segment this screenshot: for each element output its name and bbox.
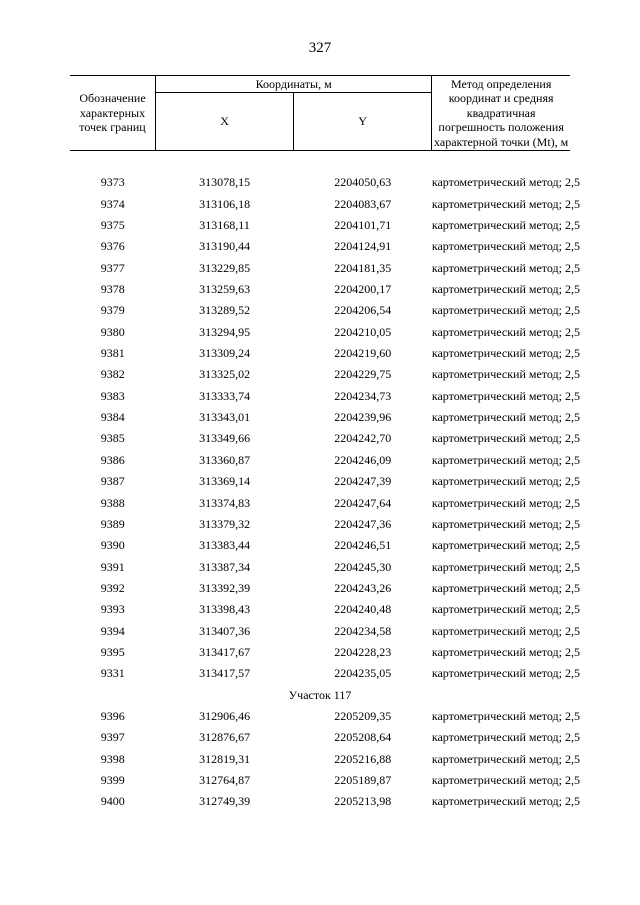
point-cell: 9398 bbox=[100, 751, 125, 766]
table-row bbox=[70, 215, 570, 236]
table-row bbox=[70, 236, 570, 257]
point-cell: 9384 bbox=[100, 410, 125, 425]
method-cell: картометрический метод; 2,5 bbox=[431, 666, 580, 681]
method-cell: картометрический метод; 2,5 bbox=[431, 239, 580, 254]
table-row bbox=[70, 300, 570, 321]
section-row bbox=[70, 685, 570, 706]
point-cell: 9380 bbox=[100, 324, 125, 339]
y-cell: 2204240,48 bbox=[334, 602, 392, 617]
x-cell: 313417,67 bbox=[199, 644, 251, 659]
point-cell: 9390 bbox=[100, 538, 125, 553]
x-cell: 313407,36 bbox=[199, 623, 251, 638]
method-cell: картометрический метод; 2,5 bbox=[431, 452, 580, 467]
point-cell: 9376 bbox=[100, 239, 125, 254]
method-cell: картометрический метод; 2,5 bbox=[431, 175, 580, 190]
point-cell: 9379 bbox=[100, 303, 125, 318]
header-point-designation: Обозначение характерных точек границ bbox=[70, 76, 156, 151]
point-cell: 9395 bbox=[100, 644, 125, 659]
table-row bbox=[70, 749, 570, 770]
x-cell: 313190,44 bbox=[199, 239, 251, 254]
coordinates-table bbox=[70, 75, 580, 813]
y-cell: 2204235,05 bbox=[334, 666, 392, 681]
x-cell: 313383,44 bbox=[199, 538, 251, 553]
table-row bbox=[70, 386, 570, 407]
y-cell: 2204228,23 bbox=[334, 644, 392, 659]
table-row bbox=[70, 258, 570, 279]
table-row bbox=[70, 514, 570, 535]
x-cell: 312819,31 bbox=[199, 751, 251, 766]
table-row bbox=[70, 770, 570, 791]
x-cell: 313229,85 bbox=[199, 260, 251, 275]
method-cell: картометрический метод; 2,5 bbox=[431, 602, 580, 617]
y-cell: 2205209,35 bbox=[334, 708, 392, 723]
table-row bbox=[70, 493, 570, 514]
table-row bbox=[70, 557, 570, 578]
x-cell: 313417,57 bbox=[199, 666, 251, 681]
x-cell: 313369,14 bbox=[199, 474, 251, 489]
method-cell: картометрический метод; 2,5 bbox=[431, 772, 580, 787]
x-cell: 313392,39 bbox=[199, 580, 251, 595]
table-row bbox=[70, 791, 570, 812]
y-cell: 2204050,63 bbox=[334, 175, 392, 190]
y-cell: 2204245,30 bbox=[334, 559, 392, 574]
method-cell: картометрический метод; 2,5 bbox=[431, 794, 580, 809]
point-cell: 9392 bbox=[100, 580, 125, 595]
x-cell: 313333,74 bbox=[199, 388, 251, 403]
header-coordinates: Координаты, м bbox=[156, 76, 432, 93]
y-cell: 2205189,87 bbox=[334, 772, 392, 787]
y-cell: 2204206,54 bbox=[334, 303, 392, 318]
x-cell: 312876,67 bbox=[199, 730, 251, 745]
table-header bbox=[70, 76, 570, 151]
table-row bbox=[70, 364, 570, 385]
y-cell: 2205208,64 bbox=[334, 730, 392, 745]
point-cell: 9391 bbox=[100, 559, 125, 574]
point-cell: 9399 bbox=[100, 772, 125, 787]
y-cell: 2204246,09 bbox=[334, 452, 392, 467]
table-body bbox=[70, 151, 580, 813]
table-row bbox=[70, 727, 570, 748]
y-cell: 2204247,39 bbox=[334, 474, 392, 489]
y-cell: 2204247,36 bbox=[334, 516, 392, 531]
header-y: Y bbox=[294, 93, 432, 151]
x-cell: 313309,24 bbox=[199, 346, 251, 361]
y-cell: 2204229,75 bbox=[334, 367, 392, 382]
y-cell: 2205216,88 bbox=[334, 751, 392, 766]
table-row bbox=[70, 535, 570, 556]
method-cell: картометрический метод; 2,5 bbox=[431, 431, 580, 446]
method-cell: картометрический метод; 2,5 bbox=[431, 495, 580, 510]
method-cell: картометрический метод; 2,5 bbox=[431, 196, 580, 211]
x-cell: 312764,87 bbox=[199, 772, 251, 787]
method-cell: картометрический метод; 2,5 bbox=[431, 516, 580, 531]
page-number: 327 bbox=[308, 40, 332, 56]
section-title: Участок 117 bbox=[288, 687, 352, 702]
point-cell: 9393 bbox=[100, 602, 125, 617]
point-cell: 9396 bbox=[100, 708, 125, 723]
y-cell: 2204101,71 bbox=[334, 218, 392, 233]
point-cell: 9394 bbox=[100, 623, 125, 638]
method-cell: картометрический метод; 2,5 bbox=[431, 474, 580, 489]
table-row bbox=[70, 642, 570, 663]
x-cell: 312906,46 bbox=[199, 708, 251, 723]
x-cell: 313289,52 bbox=[199, 303, 251, 318]
method-cell: картометрический метод; 2,5 bbox=[431, 623, 580, 638]
y-cell: 2204083,67 bbox=[334, 196, 392, 211]
x-cell: 313349,66 bbox=[199, 431, 251, 446]
table-row bbox=[70, 471, 570, 492]
method-cell: картометрический метод; 2,5 bbox=[431, 388, 580, 403]
point-cell: 9374 bbox=[100, 196, 125, 211]
point-cell: 9331 bbox=[100, 666, 125, 681]
y-cell: 2204239,96 bbox=[334, 410, 392, 425]
table-row bbox=[70, 450, 570, 471]
method-cell: картометрический метод; 2,5 bbox=[431, 282, 580, 297]
table-row bbox=[70, 322, 570, 343]
header-method: Метод определения координат и средняя квадратичная погрешность положения характерной точки (Mt), м bbox=[432, 76, 570, 151]
method-cell: картометрический метод; 2,5 bbox=[431, 260, 580, 275]
table-row bbox=[70, 407, 570, 428]
x-cell: 313325,02 bbox=[199, 367, 251, 382]
point-cell: 9397 bbox=[100, 730, 125, 745]
point-cell: 9373 bbox=[100, 175, 125, 190]
x-cell: 313398,43 bbox=[199, 602, 251, 617]
y-cell: 2204234,73 bbox=[334, 388, 392, 403]
table-row bbox=[70, 428, 570, 449]
method-cell: картометрический метод; 2,5 bbox=[431, 559, 580, 574]
table-row bbox=[70, 706, 570, 727]
y-cell: 2204242,70 bbox=[334, 431, 392, 446]
point-cell: 9387 bbox=[100, 474, 125, 489]
y-cell: 2204243,26 bbox=[334, 580, 392, 595]
table-row bbox=[70, 599, 570, 620]
table-row bbox=[70, 663, 570, 684]
point-cell: 9382 bbox=[100, 367, 125, 382]
method-cell: картометрический метод; 2,5 bbox=[431, 303, 580, 318]
method-cell: картометрический метод; 2,5 bbox=[431, 538, 580, 553]
y-cell: 2205213,98 bbox=[334, 794, 392, 809]
point-cell: 9385 bbox=[100, 431, 125, 446]
point-cell: 9386 bbox=[100, 452, 125, 467]
x-cell: 313078,15 bbox=[199, 175, 251, 190]
x-cell: 313294,95 bbox=[199, 324, 251, 339]
table-row bbox=[70, 172, 570, 193]
method-cell: картометрический метод; 2,5 bbox=[431, 324, 580, 339]
method-cell: картометрический метод; 2,5 bbox=[431, 730, 580, 745]
x-cell: 313387,34 bbox=[199, 559, 251, 574]
method-cell: картометрический метод; 2,5 bbox=[431, 410, 580, 425]
table-row bbox=[70, 621, 570, 642]
method-cell: картометрический метод; 2,5 bbox=[431, 644, 580, 659]
table-row bbox=[70, 279, 570, 300]
x-cell: 313379,32 bbox=[199, 516, 251, 531]
method-cell: картометрический метод; 2,5 bbox=[431, 708, 580, 723]
method-cell: картометрический метод; 2,5 bbox=[431, 346, 580, 361]
method-cell: картометрический метод; 2,5 bbox=[431, 580, 580, 595]
point-cell: 9377 bbox=[100, 260, 125, 275]
table-row bbox=[70, 578, 570, 599]
y-cell: 2204247,64 bbox=[334, 495, 392, 510]
method-cell: картометрический метод; 2,5 bbox=[431, 218, 580, 233]
x-cell: 313360,87 bbox=[199, 452, 251, 467]
point-cell: 9383 bbox=[100, 388, 125, 403]
y-cell: 2204200,17 bbox=[334, 282, 392, 297]
table-row bbox=[70, 194, 570, 215]
point-cell: 9400 bbox=[100, 794, 125, 809]
method-cell: картометрический метод; 2,5 bbox=[431, 751, 580, 766]
y-cell: 2204234,58 bbox=[334, 623, 392, 638]
point-cell: 9388 bbox=[100, 495, 125, 510]
point-cell: 9378 bbox=[100, 282, 125, 297]
point-cell: 9389 bbox=[100, 516, 125, 531]
table-row bbox=[70, 343, 570, 364]
y-cell: 2204210,05 bbox=[334, 324, 392, 339]
x-cell: 313106,18 bbox=[199, 196, 251, 211]
x-cell: 313259,63 bbox=[199, 282, 251, 297]
x-cell: 313343,01 bbox=[199, 410, 251, 425]
x-cell: 312749,39 bbox=[199, 794, 251, 809]
header-x: X bbox=[156, 93, 294, 151]
point-cell: 9375 bbox=[100, 218, 125, 233]
y-cell: 2204181,35 bbox=[334, 260, 392, 275]
x-cell: 313168,11 bbox=[199, 218, 250, 233]
y-cell: 2204124,91 bbox=[334, 239, 392, 254]
x-cell: 313374,83 bbox=[199, 495, 251, 510]
point-cell: 9381 bbox=[100, 346, 125, 361]
y-cell: 2204219,60 bbox=[334, 346, 392, 361]
y-cell: 2204246,51 bbox=[334, 538, 392, 553]
method-cell: картометрический метод; 2,5 bbox=[431, 367, 580, 382]
